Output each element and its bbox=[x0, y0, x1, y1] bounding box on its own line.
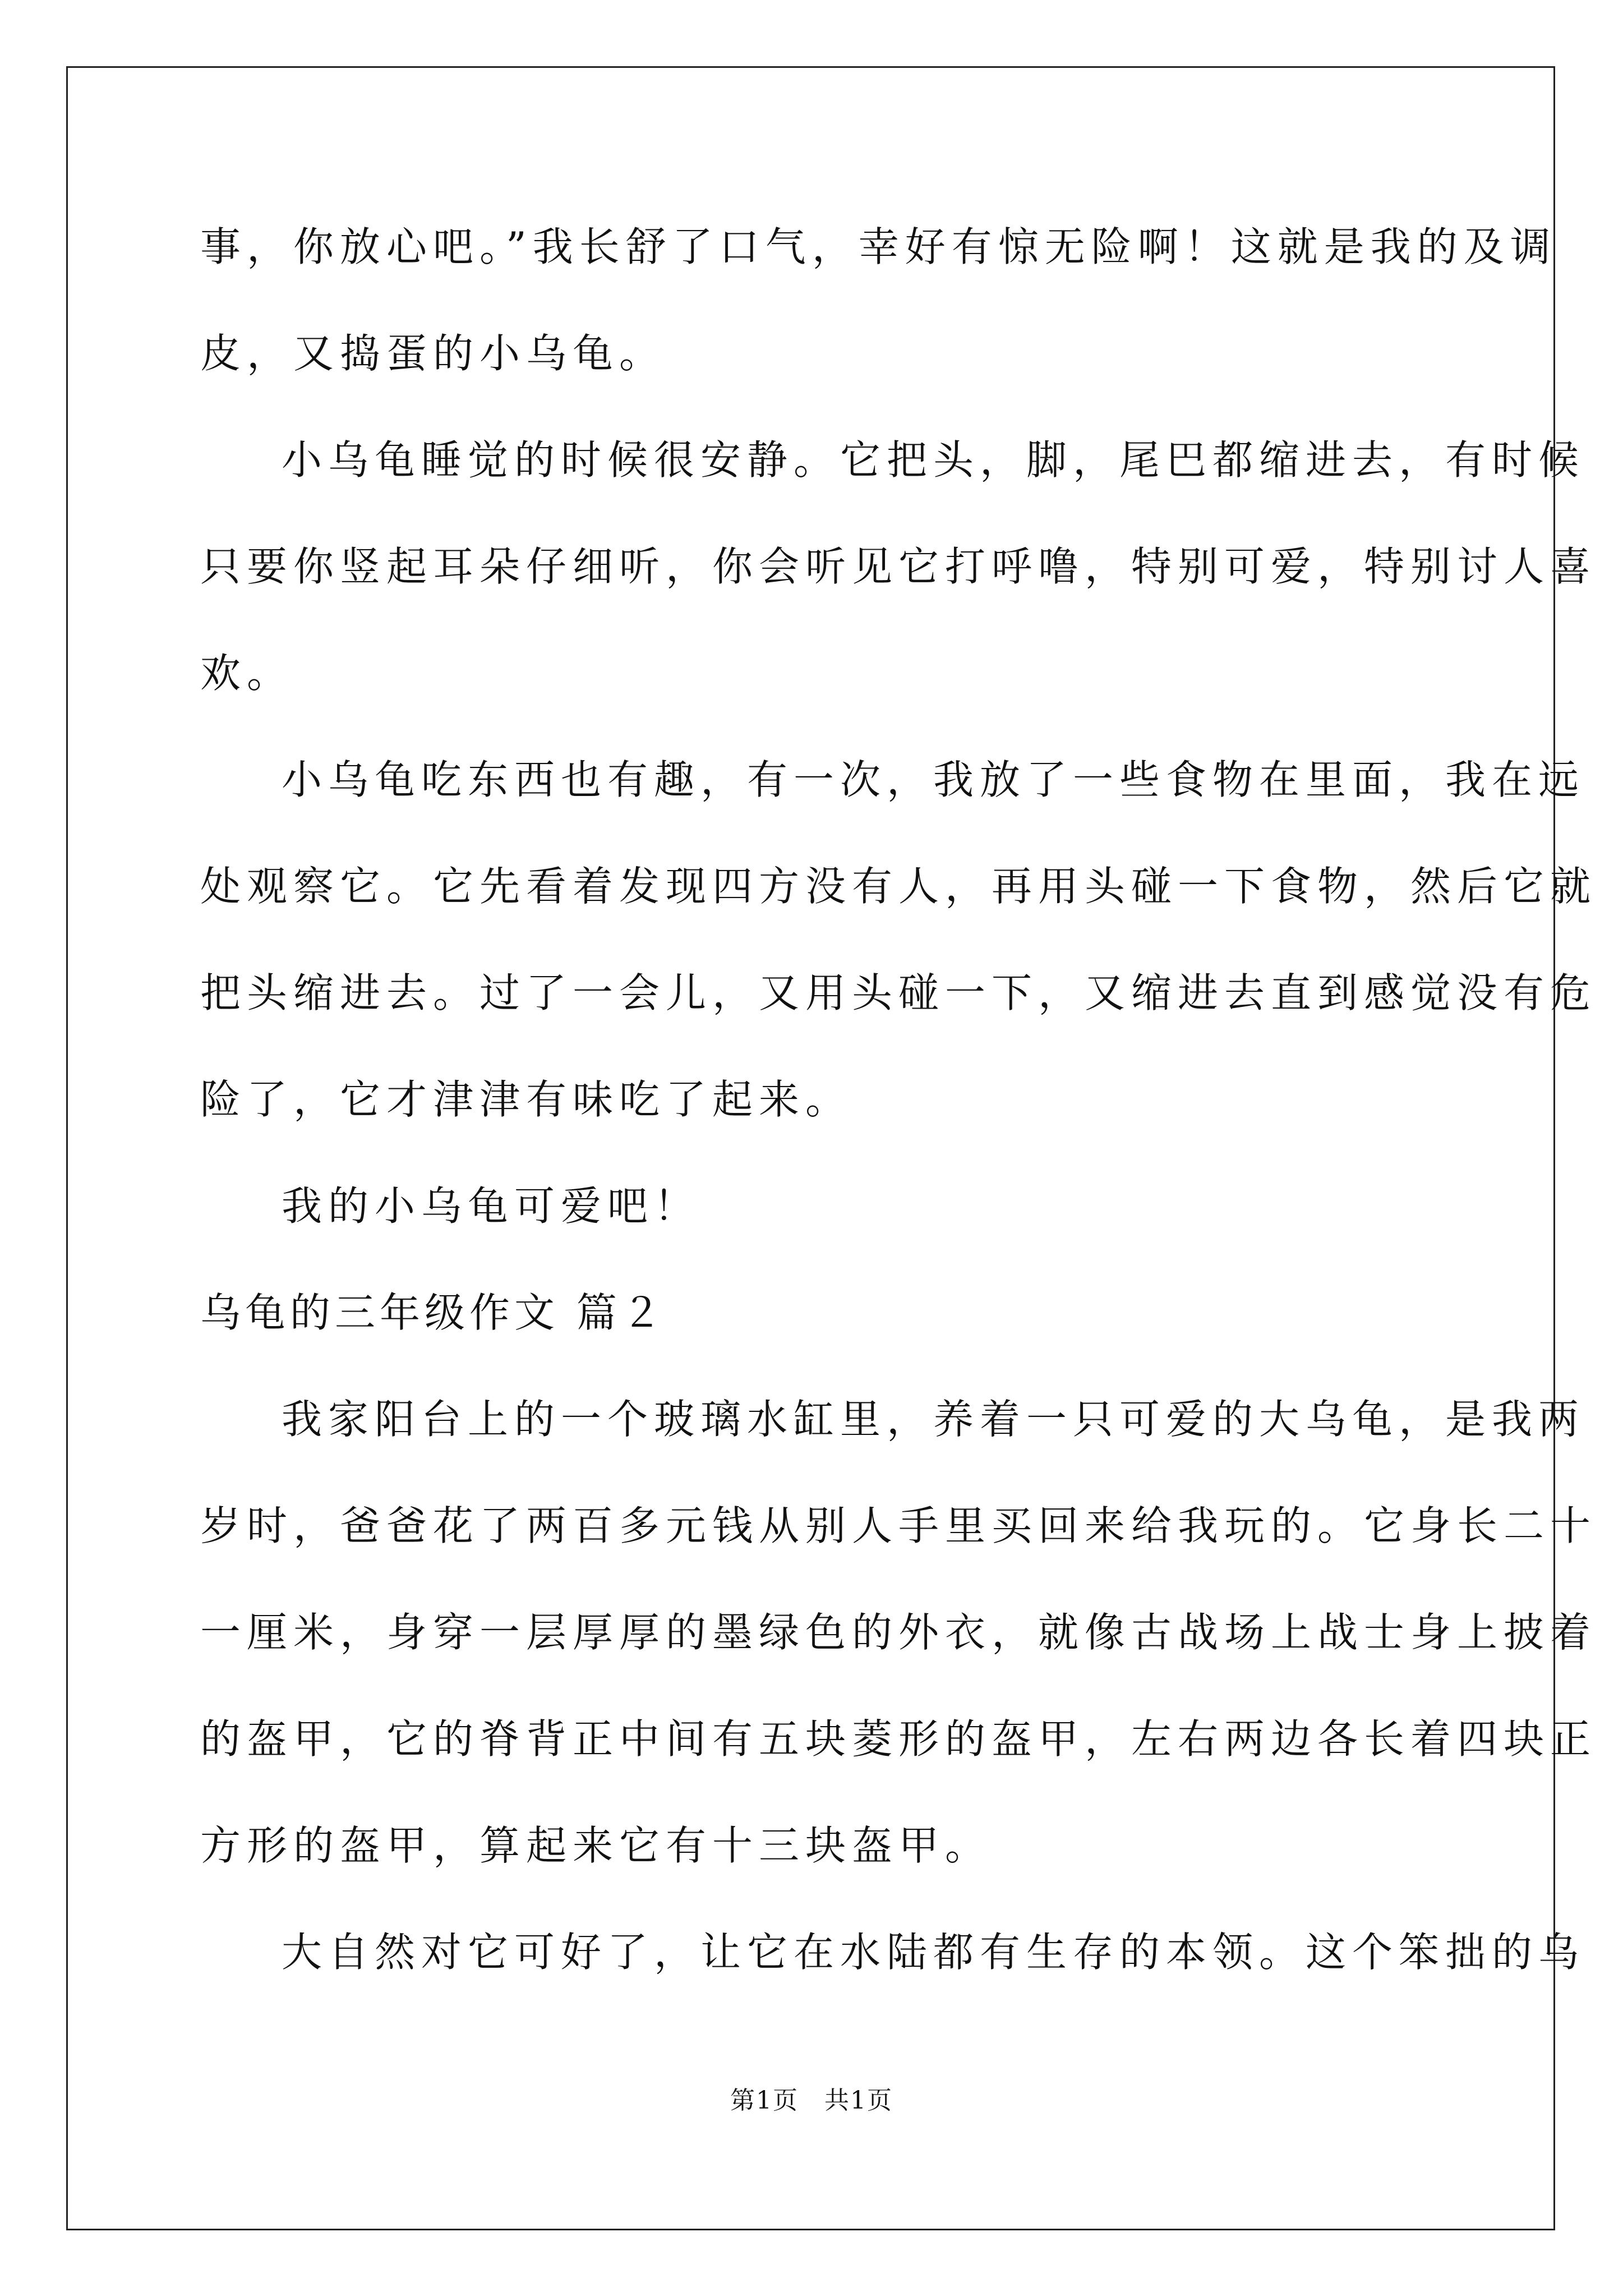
text-line: 险了，它才津津有味吃了起来。 bbox=[200, 1076, 852, 1123]
text-line: 事，你放心吧。”我长舒了口气，幸好有惊无险啊！这就是我的及调 bbox=[200, 223, 1557, 270]
text-line: 欢。 bbox=[200, 650, 294, 697]
text-line: 一厘米，身穿一层厚厚的墨绿色的外衣，就像古战场上战士身上披着 bbox=[200, 1609, 1597, 1656]
paragraph-start-line: 我的小乌龟可爱吧！ bbox=[282, 1182, 701, 1230]
text-line: 方形的盔甲，算起来它有十三块盔甲。 bbox=[200, 1822, 992, 1869]
paragraph-start-line: 大自然对它可好了，让它在水陆都有生存的本领。这个笨拙的乌 bbox=[282, 1929, 1585, 1976]
text-line: 把头缩进去。过了一会儿，又用头碰一下，又缩进去直到感觉没有危 bbox=[200, 969, 1597, 1016]
text-line: 处观察它。它先看着发现四方没有人，再用头碰一下食物，然后它就 bbox=[200, 863, 1597, 910]
paragraph-start-line: 小乌龟吃东西也有趣，有一次，我放了一些食物在里面，我在远 bbox=[282, 756, 1585, 803]
paragraph-start-line: 我家阳台上的一个玻璃水缸里，养着一只可爱的大乌龟，是我两 bbox=[282, 1396, 1585, 1443]
page-border bbox=[66, 66, 1555, 2230]
text-line: 只要你竖起耳朵仔细听，你会听见它打呼噜，特别可爱，特别讨人喜 bbox=[200, 543, 1597, 590]
page-footer: 第1页 共1页 bbox=[730, 2086, 893, 2115]
text-line: 皮，又捣蛋的小乌龟。 bbox=[200, 330, 666, 377]
text-line: 的盔甲，它的脊背正中间有五块菱形的盔甲，左右两边各长着四块正 bbox=[200, 1715, 1597, 1763]
section-heading: 乌龟的三年级作文 篇２ bbox=[200, 1289, 666, 1336]
text-line: 岁时，爸爸花了两百多元钱从别人手里买回来给我玩的。它身长二十 bbox=[200, 1502, 1597, 1549]
paragraph-start-line: 小乌龟睡觉的时候很安静。它把头，脚，尾巴都缩进去，有时候 bbox=[282, 436, 1585, 484]
